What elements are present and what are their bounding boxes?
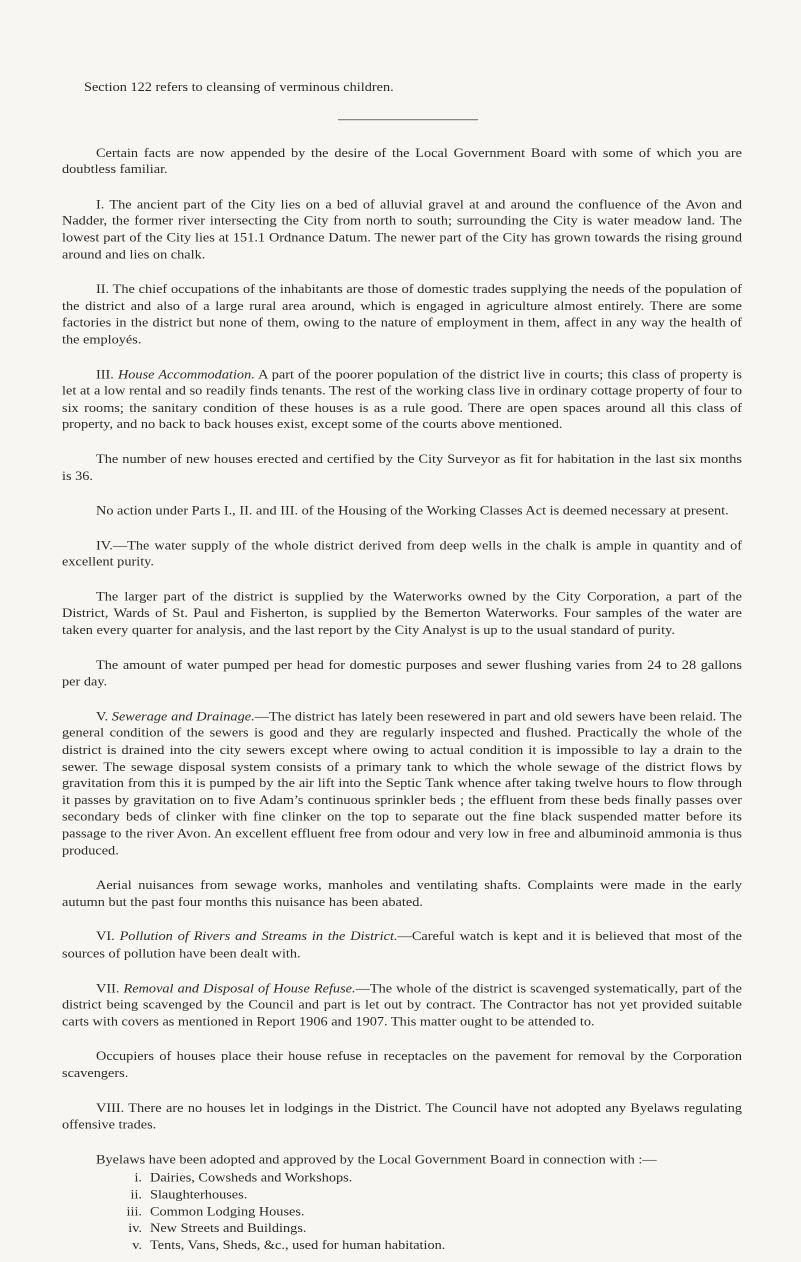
byelaw-item [62,1237,742,1254]
paragraph-text: The larger part of the district is supplied by the Waterworks owned by the City Corporation, a part of the District, Wards of St. Paul and Fisherton, is supplied by the Bemerton Waterworks. Four samples of the water are taken every quarter for analysis, and the last report by the City Analyst is up to the usual standard of purity. [62,590,742,638]
paragraph-house-accommodation [62,367,742,434]
section-note-text: Section 122 refers to cleansing of verminous children. [84,80,394,95]
byelaw-item [62,1187,742,1204]
section-number: V. [96,710,109,724]
paragraph-water-amount [62,658,742,692]
document-column [62,80,742,1254]
paragraph-refuse [62,981,742,1031]
byelaw-item [62,1170,742,1187]
paragraph-pollution [62,929,742,963]
byelaw-number: v. [132,1238,142,1253]
paragraph-text: Byelaws have been adopted and approved by the Local Government Board in connection with :— [96,1152,657,1167]
byelaws-list [62,1170,742,1254]
paragraph-text: The amount of water pumped per head for domestic purposes and sewer flushing varies from 24 to 28 gallons per day. [62,658,742,690]
paragraph-occupiers [62,1049,742,1083]
paragraph-text: Aerial nuisances from sewage works, manholes and ventilating shafts. Complaints were made in the early autumn but the past four months this nuisance has been abated. [62,878,742,910]
byelaw-text: Slaughterhouses. [150,1188,248,1202]
section-heading: House Accommodation. [117,367,255,382]
byelaw-item [62,1221,742,1238]
byelaw-text: Common Lodging Houses. [150,1204,305,1219]
paragraph-text: I. The ancient part of the City lies on a bed of alluvial gravel at and around the confluence of the Avon and Nadder, the former river intersecting the City from north to south; surrounding the City is water meadow land. The lowest part of the City lies at 151.1 Ordnance Datum. The newer part of the City has grown towards the rising ground around and lies on chalk. [62,197,742,262]
byelaw-number: iv. [128,1221,142,1236]
paragraph-text: The number of new houses erected and certified by the City Surveyor as fit for habitation in the last six months is 36. [62,452,742,484]
section-note [62,80,742,97]
divider-rule [338,119,478,120]
paragraph-occupations [62,282,742,349]
paragraph-new-houses [62,452,742,486]
section-body: —The whole of the district is scavenged systematically, part of the district being scavenged by the Council and part is let out by contract. The Contractor has not yet provided suitable carts with covers as mentioned in Report 1906 and 1907. This matter ought to be attended to. [62,981,743,1029]
section-number: VI. [96,930,115,944]
paragraph-byelaws-intro [62,1152,742,1169]
paragraph-geology [62,197,742,264]
paragraph-lodgings [62,1101,742,1135]
paragraph-water-supply [62,538,742,572]
section-number: VII. [96,981,120,996]
section-heading: Sewerage and Drainage. [111,710,255,724]
section-body: —The district has lately been resewered in part and old sewers have been relaid. The general condition of the sewers is good and they are regularly inspected and flushed. Practically the whole of the district is drained into the city sewers except where owing to actual condition it is impossible to lay a drain to the sewer. The sewage disposal system consists of a primary tank to which the whole sewage of the district flows by gravitation from this it is pumped by the air lift into the Septic Tank whence after taking twelve hours to flow through it passes by gravitation on to five Adam’s continuous sprinkler beds ; the effluent from these beds finally passes over secondary beds of clinker with fine clinker on the top to separate out the fine black suspended matter before its passage to the river Avon. An excellent effluent free from odour and very low in free and albuminoid ammonia is thus produced. [62,710,742,858]
paragraph-housing-act [62,503,742,520]
paragraph-aerial-nuisances [62,878,742,912]
section-heading: Pollution of Rivers and Streams in the District. [119,930,398,944]
byelaw-text: Dairies, Cowsheds and Workshops. [150,1171,353,1186]
byelaw-number: i. [134,1171,142,1186]
paragraph-text: Occupiers of houses place their house refuse in receptacles on the pavement for removal by the Corporation scavengers. [62,1049,742,1081]
paragraph-text: VIII. There are no houses let in lodgings in the District. The Council have not adopted any Byelaws regulating offensive trades. [62,1101,742,1132]
paragraph-text: Certain facts are now appended by the desire of the Local Government Board with some of which you are doubtless familiar. [62,146,742,177]
byelaw-number: iii. [126,1204,142,1219]
intro-paragraph [62,145,742,179]
paragraph-text: II. The chief occupations of the inhabitants are those of domestic trades supplying the needs of the population of the district and also of a large rural area around, which is engaged in agriculture almost entirely. There are some factories in the district but none of them, owing to the nature of employment in them, affect in any way the health of the employés. [62,282,742,347]
byelaw-text: New Streets and Buildings. [150,1221,307,1236]
byelaw-text: Tents, Vans, Sheds, &c., used for human habitation. [150,1238,446,1253]
section-heading: Removal and Disposal of House Refuse. [123,981,356,996]
paragraph-text: No action under Parts I., II. and III. of the Housing of the Working Classes Act is deemed necessary at present. [96,504,729,518]
section-body: A part of the poorer population of the district live in courts; this class of property is let at a low rental and so readily finds tenants. The rest of the working class live in ordinary cottage property of four to six rooms; the sanitary condition of these houses is as a rule good. There are open spaces around all this class of property, and no back to back houses exist, except some of the courts above mentioned. [62,367,742,432]
byelaw-item [62,1204,742,1221]
paragraph-text: IV.—The water supply of the whole district derived from deep wells in the chalk is ample in quantity and of excellent purity. [62,538,742,570]
section-number: III. [96,367,114,382]
byelaw-number: ii. [130,1188,142,1202]
section-body: —Careful watch is kept and it is believed that most of the sources of pollution have been dealt with. [62,930,742,961]
paragraph-waterworks [62,590,742,640]
paragraph-sewerage [62,709,742,860]
